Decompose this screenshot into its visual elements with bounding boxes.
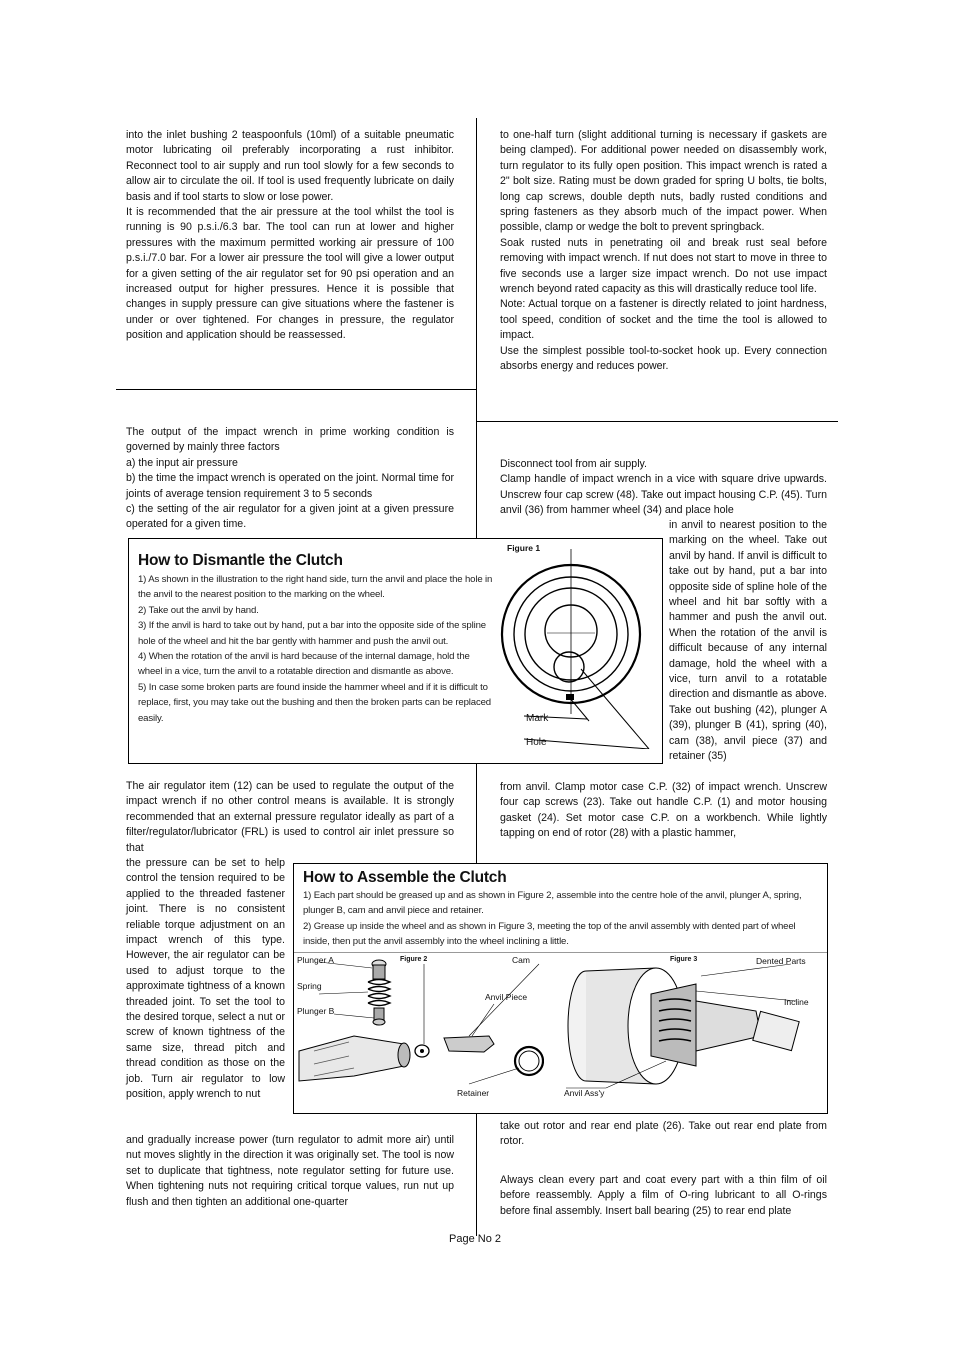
figure3-label: Figure 3 bbox=[670, 956, 698, 963]
page-number: Page No 2 bbox=[449, 1233, 501, 1245]
paragraph: take out rotor and rear end plate (26). Take out rear end plate from rotor. bbox=[500, 1120, 827, 1148]
left-block-regulator-narrow bbox=[126, 856, 285, 1103]
paragraph: Use the simplest possible tool-to-socket hook up. Every connection absorbs energy and reduces power. bbox=[500, 344, 827, 373]
paragraph: from anvil. Clamp motor case C.P. (32) of impact wrench. Unscrew four cap screws (23). Take out handle C.P. (1) and motor housing gasket (24). Set motor case C.P. on a workbench. While lightly tapping on end of rotor (28) with a plastic hammer, bbox=[500, 781, 827, 840]
assemble-figure-divider bbox=[294, 952, 827, 953]
paragraph: into the inlet bushing 2 teaspoonfuls (10ml) of a suitable pneumatic motor lubricating oil preferably incorporating a rust inhibitor. Reconnect tool to air supply and run tool slowly for a few seconds to allow air to circulate the oil. If tool is used frequently lubricate on daily basis and if tool starts to slow or lose power. bbox=[126, 129, 454, 203]
paragraph: The air regulator item (12) can be used to regulate the output of the impact wrench if no other control means is available. It is strongly recommended that an external pressure regulator ideally as part of a filter/regulator/lubricator (FRL) is used to control air inlet pressure so that bbox=[126, 780, 454, 854]
figure3-assembly-illustration bbox=[556, 956, 826, 1106]
right-block-operation bbox=[500, 128, 827, 375]
cam-label: Cam bbox=[512, 955, 530, 965]
dismantle-step: 5) In case some broken parts are found inside the hammer wheel and if it is difficult to replace, first, you may take out the bushing and then the broken parts can be replaced easily. bbox=[138, 681, 491, 724]
paragraph: Note: Actual torque on a fastener is directly related to joint hardness, tool speed, condition of socket and the time the tool is allowed to impact. bbox=[500, 298, 827, 342]
paragraph: c) the setting of the air regulator for a given joint at a given pressure operated for a given time. bbox=[126, 503, 454, 531]
dismantle-step: 3) If the anvil is hard to take out by hand, put a bar into the opposite side of the spline hole of the wheel and hit the bar gently with hammer and push the anvil out. bbox=[138, 620, 486, 647]
right-block-reassembly bbox=[500, 1173, 827, 1219]
paragraph: It is recommended that the air pressure at the tool whilst the tool is running is 90 p.s.i./6.3 bar. The tool can run at lower and higher pressures with the maximum permitted working air pressure of 100 p.s.i./7.0 bar. For a lower air pressure the tool will give a lower output for a given setting of the air regulator set for 90 psi operation and an increased output for higher pressures. Hence it is possible that changes in supply pressure can give situations where the fastener is under or over tightened. For changes in pressure, the regulator position and application should be reassessed. bbox=[126, 206, 454, 342]
paragraph: Clamp handle of impact wrench in a vice with square drive upwards. Unscrew four cap screw (48). Take out impact housing C.P. (45). Turn anvil (36) from hammer wheel (34) and place hole bbox=[500, 473, 827, 517]
paragraph: Always clean every part and coat every part with a thin film of oil before reassembly. Apply a film of O-ring lubricant to all O-rings before final assembly. Insert ball bearing (25) to rear end plate bbox=[500, 1174, 827, 1217]
plunger-b-label: Plunger B bbox=[297, 1006, 335, 1016]
paragraph: Soak rusted nuts in penetrating oil and break rust seal before removing with impact wrench. If nut does not start to move in three to five seconds use a larger size impact wrench. Do not use impact wrench beyond rated capacity as this will drastically reduce tool life. bbox=[500, 236, 827, 296]
anvil-assy-label: Anvil Ass'y bbox=[564, 1088, 605, 1098]
dismantle-step: 4) When the rotation of the anvil is hard because of the internal damage, hold the wheel in a vice, turn the anvil to a rotatable direction and dismantle as above. bbox=[138, 651, 470, 678]
right-block-dismantling-end bbox=[500, 780, 827, 842]
anvil-piece-label: Anvil Piece bbox=[485, 992, 528, 1002]
left-block-regulator-end bbox=[126, 1133, 454, 1210]
paragraph: in anvil to nearest position to the marking on the wheel. Take out anvil by hand. If anvil is difficult to take out by hand, put a bar into opposite side of spline hole of the wheel and hit bar softly with a hammer and push the anvil out. When the rotation of the anvil is difficult because of any internal damage, hold the wheel with a vice, turn anvil to a rotatable direction and dismantle as above. Take out bushing (42), plunger A (39), plunger B (41), spring (40), cam (38), anvil piece (37) and retainer (35) bbox=[669, 519, 827, 763]
dismantle-clutch-box bbox=[128, 538, 663, 764]
assemble-step: 2) Grease up inside the wheel and as shown in Figure 3, meeting the top of the anvil assembly with dented part of wheel inside, then put the anvil assembly into the wheel inclining a little. bbox=[303, 920, 796, 948]
assemble-clutch-box bbox=[293, 863, 828, 1114]
figure1-wheel-illustration bbox=[499, 549, 659, 749]
incline-label: Incline bbox=[784, 997, 809, 1007]
mark-label: Mark bbox=[526, 713, 549, 724]
right-block-rotor bbox=[500, 1119, 827, 1150]
figure1-label: Figure 1 bbox=[507, 543, 541, 553]
left-block-lubrication bbox=[126, 128, 454, 344]
left-block-output-factors bbox=[126, 425, 454, 533]
paragraph: the pressure can be set to help control the tension required to be applied to the threaded fastener joint. There is no consistent reliable torque adjustment on an impact wrench of this type. However, the air regulator can be used to adjust torque to the approximate tightness of a known threaded joint. To set the tool to the desired torque, select a nut or screw of known tightness of the same size, thread pitch and thread condition as those on the job. Turn air regulator to low position, apply wrench to nut bbox=[126, 857, 285, 1101]
right-block-dismantling-wide bbox=[500, 457, 827, 519]
hole-label: Hole bbox=[526, 737, 547, 748]
paragraph: b) the time the impact wrench is operated on the joint. Normal time for joints of average tension requirement 3 to 5 seconds bbox=[126, 472, 454, 500]
dismantle-step: 2) Take out the anvil by hand. bbox=[138, 604, 259, 616]
paragraph: a) the input air pressure bbox=[126, 456, 238, 469]
assemble-title: How to Assemble the Clutch bbox=[303, 869, 507, 886]
figure2-parts-illustration bbox=[294, 956, 544, 1106]
paragraph: Disconnect tool from air supply. bbox=[500, 458, 647, 470]
plunger-a-label: Plunger A bbox=[297, 955, 334, 965]
spring-label: Spring bbox=[297, 981, 322, 991]
figure2-label: Figure 2 bbox=[400, 956, 428, 963]
retainer-label: Retainer bbox=[457, 1088, 490, 1098]
paragraph: and gradually increase power (turn regulator to admit more air) until nut moves slightly in the direction it was originally set. The tool is now set to duplicate that tightness, note regulator setting for future use. When tightening nuts not requiring critical torque values, run nut up flush and then tighten an additional one-quarter bbox=[126, 1134, 454, 1208]
right-block-dismantling-narrow bbox=[669, 518, 827, 765]
section-rule-right bbox=[476, 421, 838, 422]
dismantle-title: How to Dismantle the Clutch bbox=[138, 552, 343, 569]
section-rule-left bbox=[116, 389, 476, 390]
dented-parts-label: Dented Parts bbox=[756, 956, 806, 966]
left-block-regulator-wide bbox=[126, 779, 454, 856]
paragraph: to one-half turn (slight additional turning is necessary if gaskets are being clamped). For additional power needed on disassembly work, turn regulator to its fully open position. This impact wrench is rated a 2" bolt size. Rating must be down graded for spring U bolts, tie bolts, long cap screws, double depth nuts, badly rusted conditions and spring fasteners as they absorb much of the impact power. When possible, clamp or wedge the bolt to prevent springback. bbox=[500, 129, 827, 234]
dismantle-step: 1) As shown in the illustration to the right hand side, turn the anvil and place the hole in the anvil to the nearest position to the marking on the wheel. bbox=[138, 574, 493, 601]
paragraph: The output of the impact wrench in prime working condition is governed by mainly three factors bbox=[126, 426, 454, 454]
assemble-step: 1) Each part should be greased up and as shown in Figure 2, assemble into the centre hole of the anvil, plunger A, spring, plunger B, cam and anvil piece and retainer. bbox=[303, 890, 802, 917]
